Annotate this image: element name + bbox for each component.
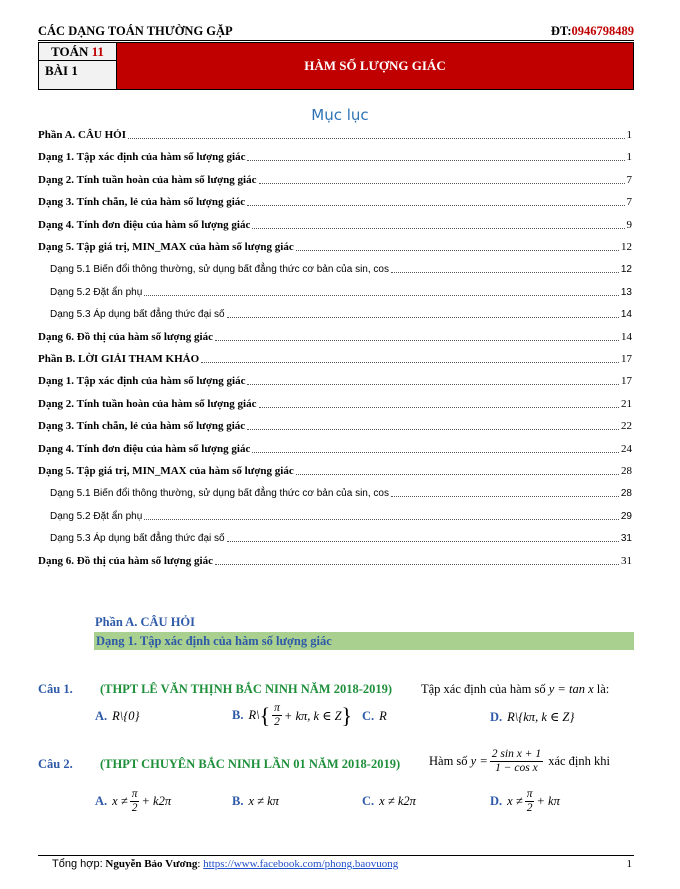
- toc-entry-page: 17: [621, 375, 632, 388]
- footer-facebook-link[interactable]: https://www.facebook.com/phong.baovuong: [203, 858, 399, 870]
- toc-entry-page: 9: [626, 218, 632, 231]
- option-text-pre: R\: [248, 708, 260, 722]
- right-brace: }: [341, 702, 353, 728]
- toc-entry-label: Dạng 5.1 Biến đổi thông thường, sử dụng bất đẳng thức cơ bản của sin, cos: [50, 488, 389, 500]
- toc-heading: Mục lục: [311, 106, 369, 124]
- toc-entry-label: Dạng 5.2 Đặt ẩn phụ: [50, 286, 143, 298]
- option-text-post: + k2π: [141, 794, 172, 808]
- toc-entry[interactable]: [38, 218, 632, 232]
- option-text: x ≠ k2π: [379, 794, 416, 808]
- toc-leader-dots: [144, 519, 619, 520]
- q2-option-c[interactable]: [362, 794, 416, 809]
- toc-entry-page: 29: [620, 510, 632, 522]
- pi-fraction: [272, 702, 282, 729]
- toc-entry[interactable]: [38, 173, 632, 187]
- fraction-denominator: 2: [131, 802, 138, 814]
- toc-leader-dots: [215, 564, 619, 565]
- footer-rule: [38, 855, 634, 856]
- toc-leader-dots: [247, 384, 619, 385]
- option-letter: A.: [95, 794, 108, 808]
- toc-entry-page: 14: [620, 309, 632, 321]
- header-rule: [38, 40, 634, 41]
- q1-option-a[interactable]: [95, 709, 140, 724]
- toc-entry-label: Dạng 2. Tính tuần hoàn của hàm số lượng giác: [38, 397, 257, 410]
- footer-lead: Tổng hợp:: [52, 858, 103, 870]
- toc-entry[interactable]: [38, 240, 632, 254]
- toc-entry-label: Dạng 4. Tính đơn điệu của hàm số lượng giác: [38, 442, 251, 455]
- toc-leader-dots: [391, 272, 619, 273]
- toc-entry-label: Dạng 5.3 Áp dụng bất đẳng thức đại số: [50, 533, 225, 545]
- toc-entry-label: Dạng 1. Tập xác định của hàm số lượng giác: [38, 375, 246, 388]
- fraction-numerator: π: [526, 788, 533, 800]
- toc-leader-dots: [247, 160, 624, 161]
- fraction-denominator: 2: [526, 802, 533, 814]
- toc-entry-page: 12: [620, 264, 632, 276]
- toc-entry-label: Dạng 4. Tính đơn điệu của hàm số lượng giác: [38, 218, 251, 231]
- toc-entry-page: 7: [626, 173, 632, 186]
- fraction-denominator: 1 − cos x: [495, 762, 538, 774]
- footer-credit: [52, 858, 398, 870]
- grade-number: 11: [91, 44, 104, 59]
- toc-entry[interactable]: [38, 442, 632, 456]
- option-text-pre: x ≠: [112, 794, 128, 808]
- lesson-title: HÀM SỐ LƯỢNG GIÁC: [117, 43, 633, 89]
- toc-entry[interactable]: [38, 128, 632, 142]
- toc-leader-dots: [227, 317, 619, 318]
- toc-entry-page: 12: [621, 241, 632, 253]
- pi-fraction: [525, 788, 535, 815]
- option-text: x ≠ kπ: [248, 794, 279, 808]
- toc-leader-dots: [252, 228, 624, 229]
- toc-leader-dots: [247, 429, 619, 430]
- toc-entry-page: 28: [621, 465, 632, 477]
- subject-cell: [39, 43, 116, 61]
- q2-option-b[interactable]: [232, 794, 279, 809]
- left-brace: {: [259, 702, 271, 728]
- toc-entry-page: 28: [620, 488, 632, 500]
- toc-entry[interactable]: [38, 330, 632, 344]
- toc-entry-label: Dạng 6. Đồ thị của hàm số lượng giác: [38, 330, 213, 343]
- lesson-meta: [39, 43, 117, 89]
- option-letter: C.: [362, 709, 375, 723]
- toc-entry-page: 7: [626, 196, 632, 209]
- toc-entry[interactable]: [38, 464, 632, 478]
- doc-header-phone: [551, 24, 634, 39]
- toc-entry-page: 22: [621, 420, 632, 433]
- toc-entry-page: 1: [626, 151, 632, 164]
- toc-entry-page: 13: [620, 286, 632, 298]
- lesson-number: BÀI 1: [45, 63, 78, 78]
- question-1-label: Câu 1.: [38, 682, 73, 696]
- toc-leader-dots: [296, 474, 619, 475]
- toc-leader-dots: [201, 362, 619, 363]
- toc-entry[interactable]: [38, 419, 632, 433]
- toc-entry-label: Dạng 2. Tính tuần hoàn của hàm số lượng giác: [38, 173, 257, 186]
- toc-entry-label: Dạng 5. Tập giá trị, MIN_MAX của hàm số lượng giác: [38, 465, 294, 477]
- option-letter: A.: [95, 709, 108, 723]
- pi-fraction: [130, 788, 140, 815]
- toc-leader-dots: [296, 250, 619, 251]
- toc-entry[interactable]: [50, 531, 632, 545]
- toc-entry-label: Dạng 6. Đồ thị của hàm số lượng giác: [38, 554, 213, 567]
- toc-entry-page: 1: [626, 129, 632, 141]
- toc-entry-label: Dạng 3. Tính chẵn, lẻ của hàm số lượng giác: [38, 196, 246, 209]
- question-1-source: (THPT LÊ VĂN THỊNH BẮC NINH NĂM 2018-2019): [100, 682, 393, 696]
- question-1-text: [421, 682, 609, 697]
- toc-entry[interactable]: [38, 150, 632, 164]
- toc-leader-dots: [215, 340, 619, 341]
- toc-leader-dots: [259, 183, 625, 184]
- toc-entry-label: Dạng 5.1 Biến đổi thông thường, sử dụng bất đẳng thức cơ bản của sin, cos: [50, 264, 389, 276]
- toc-entry[interactable]: [50, 486, 632, 500]
- q2-option-a[interactable]: [95, 788, 171, 815]
- question-1-tail: là:: [596, 682, 610, 696]
- fraction-numerator: π: [274, 702, 280, 714]
- option-text-post: + kπ, k ∈ Z: [283, 708, 342, 723]
- q2-option-d[interactable]: [490, 788, 560, 815]
- toc-entry[interactable]: [38, 374, 632, 388]
- subject-label: TOÁN: [51, 44, 89, 59]
- phone-number: 0946798489: [571, 24, 634, 38]
- fraction-numerator: 2 sin x + 1: [491, 748, 542, 760]
- q1-option-b[interactable]: [232, 702, 352, 729]
- toc-entry-page: 31: [620, 533, 632, 545]
- toc-entry-label: Phần A. CÂU HỎI: [38, 129, 127, 141]
- question-2-stem: Hàm số: [429, 754, 468, 768]
- toc-leader-dots: [227, 541, 619, 542]
- question-1-stem: Tập xác định của hàm số: [421, 682, 546, 696]
- toc-entry[interactable]: [50, 285, 632, 299]
- option-text: R\{0}: [112, 709, 140, 723]
- toc-entry-label: Dạng 5.3 Áp dụng bất đẳng thức đại số: [50, 309, 225, 321]
- question-2-fraction: [490, 748, 543, 775]
- option-text-post: + kπ: [536, 794, 560, 808]
- toc-entry-page: 24: [621, 442, 632, 455]
- toc-entry[interactable]: [38, 195, 632, 209]
- doc-header-title: CÁC DẠNG TOÁN THƯỜNG GẶP: [38, 24, 233, 38]
- option-letter: C.: [362, 794, 375, 808]
- toc-entry-page: 21: [621, 397, 632, 410]
- dang-heading: Dạng 1. Tập xác định của hàm số lượng giác: [94, 632, 634, 650]
- toc-entry-page: 31: [621, 554, 632, 567]
- footer-author: Nguyễn Bảo Vương: [105, 858, 198, 870]
- toc-leader-dots: [252, 452, 619, 453]
- toc-leader-dots: [144, 295, 619, 296]
- question-2-source: (THPT CHUYÊN BẮC NINH LẦN 01 NĂM 2018-2019): [100, 757, 401, 771]
- toc-entry-label: Dạng 5.2 Đặt ẩn phụ: [50, 510, 143, 522]
- toc-leader-dots: [391, 496, 619, 497]
- question-2-text: [429, 748, 610, 775]
- footer-page-number: 1: [626, 858, 632, 870]
- phone-prefix: ĐT:: [550, 24, 572, 38]
- toc-entry[interactable]: [38, 352, 632, 366]
- option-text: R: [379, 709, 387, 723]
- toc-entry-label: Phần B. LỜI GIẢI THAM KHẢO: [38, 353, 200, 365]
- option-letter: B.: [232, 794, 244, 808]
- toc-entry-page: 17: [621, 353, 632, 365]
- question-2-formula-lhs: y =: [470, 754, 488, 768]
- option-letter: B.: [232, 708, 244, 722]
- toc-leader-dots: [128, 138, 624, 139]
- toc-entry-label: Dạng 1. Tập xác định của hàm số lượng giác: [38, 151, 246, 164]
- lesson-title-box: [38, 42, 634, 90]
- question-2-label: Câu 2.: [38, 757, 73, 771]
- toc-entry-label: Dạng 3. Tính chẵn, lẻ của hàm số lượng giác: [38, 420, 246, 433]
- toc-leader-dots: [259, 407, 620, 408]
- toc-leader-dots: [247, 205, 624, 206]
- option-letter: D.: [490, 709, 503, 724]
- question-1-formula: y = tan x: [548, 682, 594, 696]
- option-letter: D.: [490, 794, 503, 808]
- question-2-tail: xác định khi: [548, 754, 610, 768]
- toc-entry[interactable]: [50, 307, 632, 321]
- option-text: R\{kπ, k ∈ Z}: [507, 710, 575, 724]
- toc-entry[interactable]: [50, 509, 632, 523]
- fraction-numerator: π: [131, 788, 138, 800]
- option-text-pre: x ≠: [507, 794, 523, 808]
- part-heading: Phần A. CÂU HỎI: [95, 615, 196, 629]
- q1-option-d[interactable]: [490, 709, 574, 725]
- toc-entry-page: 14: [621, 330, 632, 343]
- toc-entry[interactable]: [50, 262, 632, 276]
- fraction-denominator: 2: [274, 716, 280, 728]
- toc-entry-label: Dạng 5. Tập giá trị, MIN_MAX của hàm số lượng giác: [38, 241, 294, 253]
- q1-option-c[interactable]: [362, 709, 387, 724]
- toc-entry[interactable]: [38, 554, 632, 568]
- footer-sep: :: [197, 858, 201, 870]
- toc-entry[interactable]: [38, 397, 632, 411]
